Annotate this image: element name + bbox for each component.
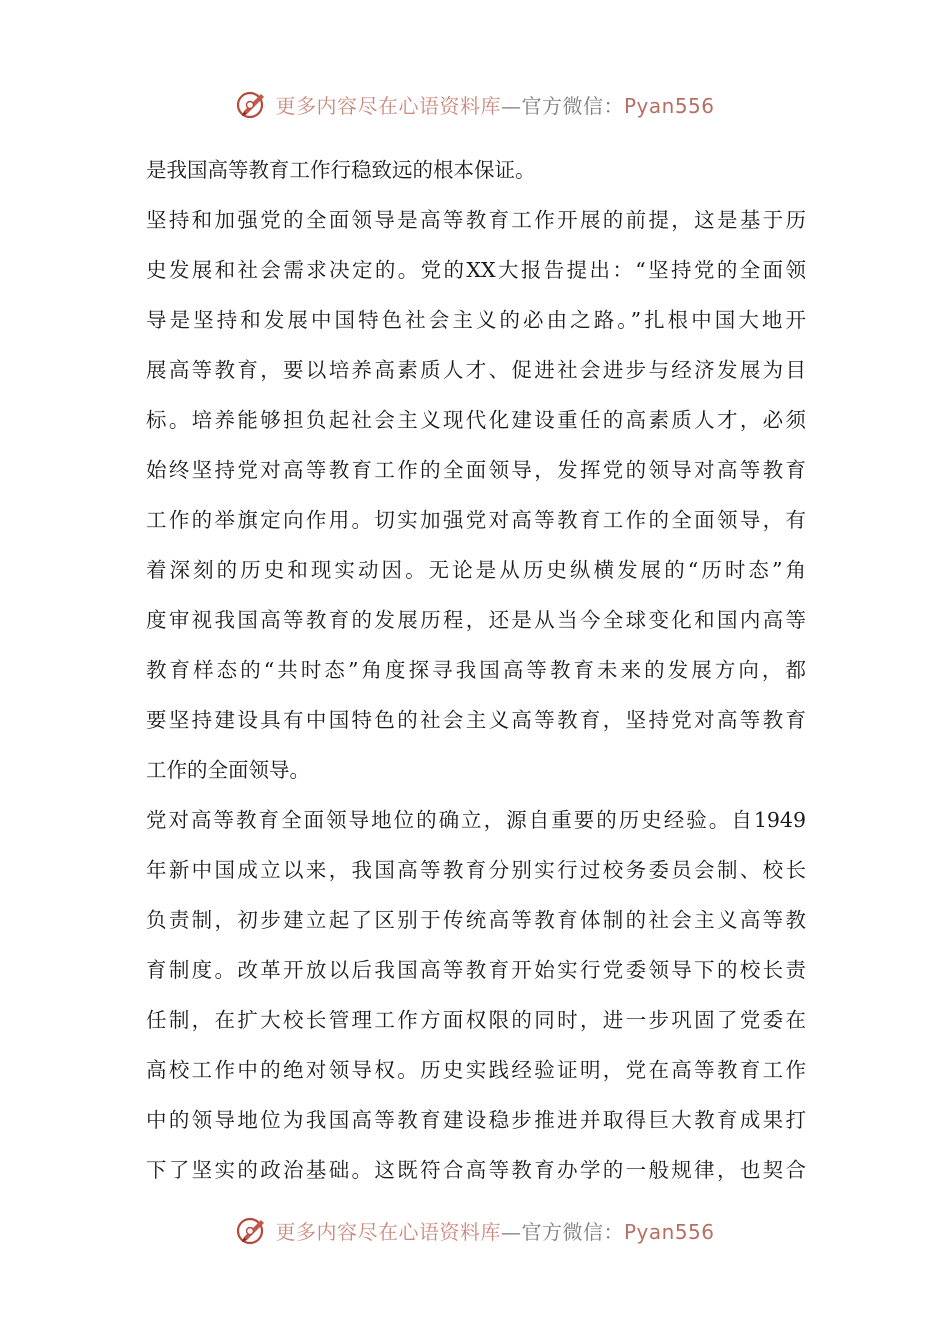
text-line: 任制，在扩大校长管理工作方面权限的同时，进一步巩固了党委在 (146, 1008, 806, 1032)
text-line: 育制度。改革开放以后我国高等教育开始实行党委领导下的校长责 (146, 958, 806, 982)
header-banner (0, 82, 950, 126)
header-banner-wechat-id: Pyan556 (623, 93, 715, 118)
footer-banner-title: 更多内容尽在心语资料库 (275, 1219, 501, 1244)
text-line: 工作的全面领导。 (146, 758, 310, 782)
footer-banner-label: 官方微信： (521, 1219, 624, 1244)
text-line: 始终坚持党对高等教育工作的全面领导，发挥党的领导对高等教育 (146, 458, 806, 482)
text-line: 工作的举旗定向作用。切实加强党对高等教育工作的全面领导，有 (146, 508, 806, 532)
text-line: 高校工作中的绝对领导权。历史实践经验证明，党在高等教育工作 (146, 1058, 806, 1082)
text-line: 坚持和加强党的全面领导是高等教育工作开展的前提，这是基于历 (146, 208, 806, 232)
text-line: 展高等教育，要以培养高素质人才、促进社会进步与经济发展为目 (146, 358, 806, 382)
text-line: 中的领导地位为我国高等教育建设稳步推进并取得巨大教育成果打 (146, 1108, 806, 1132)
header-banner-text (275, 90, 714, 119)
text-line: 要坚持建设具有中国特色的社会主义高等教育，坚持党对高等教育 (146, 708, 806, 732)
footer-banner-wechat-id: Pyan556 (623, 1219, 715, 1244)
text-line: 党对高等教育全面领导地位的确立，源自重要的历史经验。自1949 (146, 808, 806, 832)
text-line: 年新中国成立以来，我国高等教育分别实行过校务委员会制、校长 (146, 858, 806, 882)
pen-logo-icon (235, 87, 269, 121)
text-line: 教育样态的“共时态”角度探寻我国高等教育未来的发展方向，都 (146, 658, 806, 682)
header-banner-title: 更多内容尽在心语资料库 (275, 93, 501, 118)
pen-logo-icon (235, 1213, 269, 1247)
text-line: 下了坚实的政治基础。这既符合高等教育办学的一般规律，也契合 (146, 1158, 806, 1182)
footer-banner (0, 1208, 950, 1252)
text-line: 度审视我国高等教育的发展历程，还是从当今全球变化和国内高等 (146, 608, 806, 632)
text-line: 着深刻的历史和现实动因。无论是从历史纵横发展的“历时态”角 (146, 558, 806, 582)
footer-banner-separator: — (500, 1219, 522, 1244)
text-line: 是我国高等教育工作行稳致远的根本保证。 (146, 158, 536, 182)
text-line: 导是坚持和发展中国特色社会主义的必由之路。”扎根中国大地开 (146, 308, 806, 332)
text-line: 负责制，初步建立起了区别于传统高等教育体制的社会主义高等教 (146, 908, 806, 932)
header-banner-label: 官方微信： (521, 93, 624, 118)
footer-banner-text (275, 1216, 714, 1245)
document-body (146, 145, 806, 1195)
text-line: 史发展和社会需求决定的。党的XX大报告提出：“坚持党的全面领 (146, 258, 806, 282)
text-line: 标。培养能够担负起社会主义现代化建设重任的高素质人才，必须 (146, 408, 806, 432)
header-banner-separator: — (500, 93, 522, 118)
